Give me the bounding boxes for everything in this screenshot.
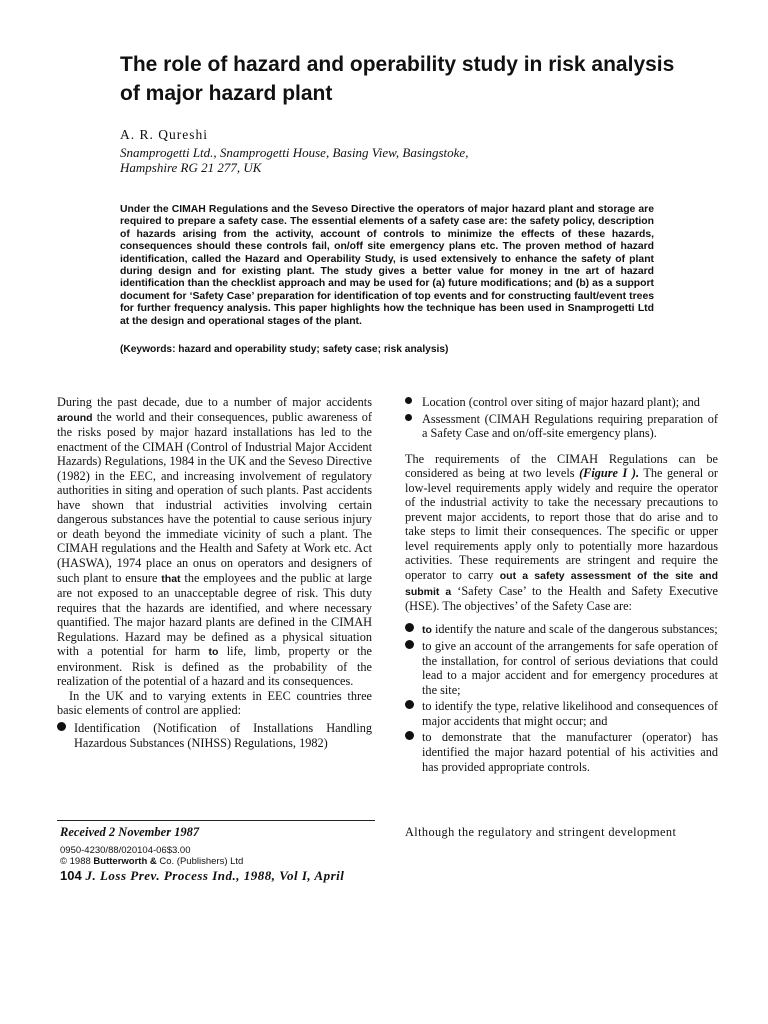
text-run: The general or low-level requirements apply widely and require the operator of the industrial activity to take the necessary precautions to prevent major accidents, to report those that do arise and to take steps to limit their consequences. The specific or upper level requirements apply only to potentially more hazardous activities. These requirements are stringent and require the operator to carry: [405, 466, 718, 583]
affiliation-line-2: Hampshire RG 21 277, UK: [120, 160, 262, 175]
list-item-text: identify the nature and scale of the dangerous substances;: [431, 621, 718, 636]
list-item-text: Identification (Notification of Installations Handling Hazardous Substances (NIHSS) Regulations, 1982): [74, 721, 372, 750]
keywords: (Keywords: hazard and operability study; safety case; risk analysis): [120, 344, 449, 355]
bullet-icon: [405, 639, 414, 654]
affiliation-line-1: Snamprogetti Ltd., Snamprogetti House, Basing View, Basingstoke,: [120, 145, 469, 160]
control-elements-list: [57, 721, 372, 750]
text-run-bold: to: [422, 623, 432, 636]
list-item-text: Location (control over siting of major hazard plant); and: [422, 395, 700, 409]
list-item-text: to demonstrate that the manufacturer (operator) has identified the major hazard potential of his activities and has provided appropriate controls.: [422, 730, 718, 774]
text-run: The requirements of the CIMAH Regulations can be considered as being at two levels: [405, 451, 718, 481]
journal-citation: J. Loss Prev. Process Ind., 1988, Vol I, April: [81, 868, 345, 883]
control-elements-paragraph: In the UK and to varying extents in EEC countries three basic elements of control are applied:: [57, 688, 372, 718]
received-date: Received 2 November 1987: [60, 825, 200, 839]
list-item: [405, 412, 718, 441]
footnote-divider: [57, 820, 375, 821]
text-run: life, limb, property or the environment. Risk is defined as the probability of the realization of the potential of a hazard and its consequences.: [57, 644, 372, 689]
page-number: 104: [60, 868, 82, 883]
list-item: [405, 639, 718, 697]
text-run: During the past decade, due to a number of major accidents: [57, 395, 372, 409]
list-item: [57, 721, 372, 750]
author-affiliation: [120, 145, 680, 175]
bullet-icon: [405, 622, 414, 637]
copyright-symbol: © 1988: [60, 856, 94, 867]
copyright-line: [60, 856, 243, 867]
control-elements-list-continued: [405, 395, 718, 441]
author-name: A. R. Qureshi: [120, 127, 208, 142]
list-item: [405, 730, 718, 774]
text-run: the world and their consequences, public awareness of the risks posed by major hazard installations has led to the enactment of the CIMAH (Control of Industrial Major Accident Hazards) Regulations, 1984 in the UK and the Seveso Directive (1982) in the EEC, and increasing involvement of regulatory authorities in siting and operation of such plants. Past accidents have shown that industrial activities involving certain dangerous substances have the potential to cause serious injury or death beyond the immediate vicinity of such a plant. The CIMAH regulations and the Health and Safety at Work etc. Act (HASWA), 1974 place an onus on operators and designers of such plant to ensure: [57, 409, 372, 585]
list-item-text: to identify the type, relative likelihood and consequences of major accidents that might occur; and: [422, 699, 718, 728]
requirements-paragraph: [405, 452, 718, 614]
safety-case-objectives-list: [405, 622, 718, 774]
text-run-bold: out a safety assessment of the site and submit a: [405, 570, 718, 598]
list-item: [405, 622, 718, 638]
bullet-icon: [405, 699, 414, 714]
article-title: The role of hazard and operability study in risk analysis of major hazard plant: [120, 53, 675, 105]
bullet-icon: [405, 395, 412, 410]
publisher-suffix: Co. (Publishers) Ltd: [156, 856, 244, 867]
bullet-icon: [57, 721, 66, 736]
text-run-bold: that: [161, 572, 181, 585]
list-item-text: Assessment (CIMAH Regulations requiring preparation of a Safety Case and on/off-site emergency plans).: [422, 411, 718, 441]
intro-paragraph: [57, 395, 372, 689]
text-run-bold: to: [208, 646, 219, 659]
text-run: ‘Safety Case’ to the Health and Safety Executive (HSE). The objectives’ of the Safety Case are:: [405, 583, 718, 614]
publisher-name: Butterworth &: [93, 856, 157, 867]
list-item: [405, 699, 718, 728]
journal-footer: [60, 868, 344, 884]
list-item: [405, 395, 718, 410]
bullet-icon: [405, 730, 414, 745]
text-run: the employees and the public at large are not exposed to an unacceptable degree of risk. This duty requires that the hazards are identified, and where necessary quantified. The major hazard plants are defined in the CIMAH Regulations. Hazard may be defined as a physical situation with a potential for harm: [57, 570, 372, 659]
list-item-text: to give an account of the arrangements for safe operation of the installation, for control of serious deviations that could lead to a major accident and for emergency procedures at the site;: [422, 639, 718, 697]
right-column: [405, 395, 718, 776]
abstract: Under the CIMAH Regulations and the Seveso Directive the operators of major hazard plant and storage are required to prepare a safety case. The essential elements of a safety case are: the safety policy, description of hazards arising from the activity, account of controls to minimize the effects of these hazards, consequences should these controls fail, on/off site emergency plans etc. The proven method of hazard identification, called the Hazard and Operability Study, is used extensively to enhance the safety of plant during design and for existing plant. The study gives a better value for money in tne art of hazard identification than the checklist approach and may be used for (a) future modifications; and (b) as a support document for ‘Safety Case’ preparation for identification of top events and for constructing fault/event trees for further frequency analysis. This paper highlights how the technique has been used in Snamprogetti Ltd at the design and operational stages of the plant.: [120, 204, 654, 327]
article-code: 0950-4230/88/020104-06$3.00: [60, 845, 191, 856]
bullet-icon: [405, 412, 412, 427]
text-run-bold: around: [57, 411, 93, 424]
continued-text: Although the regulatory and stringent development: [405, 825, 677, 839]
figure-reference: (Figure I ).: [579, 466, 640, 481]
left-column: [57, 395, 372, 752]
